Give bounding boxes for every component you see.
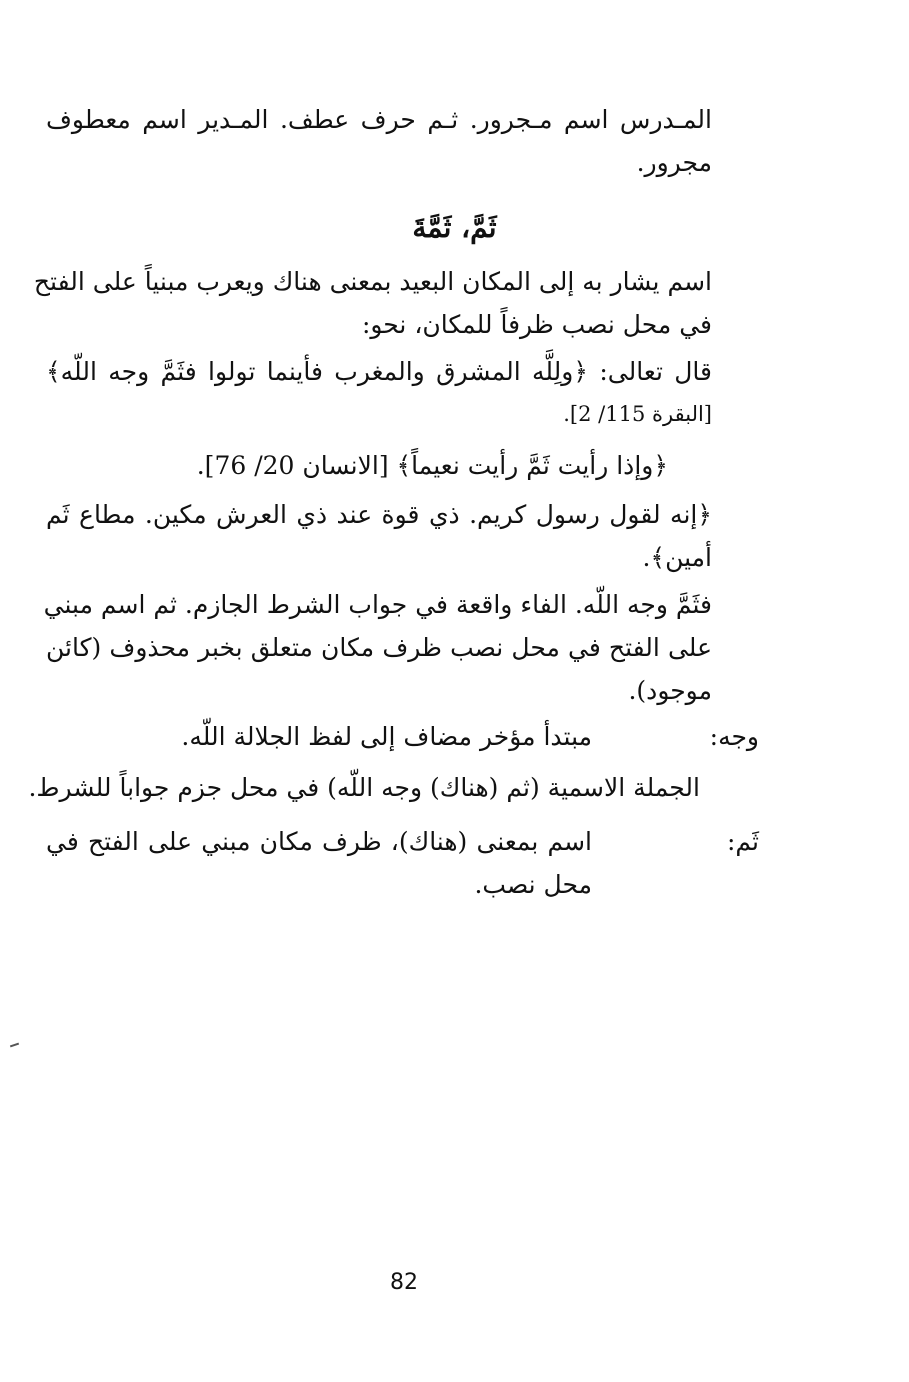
text-line: أمين﴾. (642, 543, 712, 572)
text-line: موجود). (628, 676, 712, 705)
text-line: قال تعالى: ﴿ولِلَّه المشرق والمغرب فأينما تولوا فثَمَّ وجه اللّه﴾ (46, 357, 712, 386)
top-paragraph (46, 98, 712, 184)
definition-paragraph (33, 260, 712, 346)
text-line: المـدرس اسم مـجرور. ثـم حرف عطف. المـدير اسم معطوف (46, 105, 712, 134)
scan-mark (10, 1043, 19, 1048)
quran-quote-1 (46, 350, 712, 436)
sentence-note (28, 766, 700, 809)
text-line: اسم بمعنى (هناك)، ظرف مكان مبني على الفتح في (46, 827, 592, 856)
analysis-paragraph (43, 583, 712, 712)
text-line: ﴿وإذا رأيت ثَمَّ رأيت نعيماً﴾ [الانسان 20/ 76]. (196, 451, 668, 480)
section-heading: ثَمَّ، ثَمَّةَ (412, 211, 497, 244)
text-line: فثَمَّ وجه اللّه. الفاء واقعة في جواب الشرط الجازم. ثم اسم مبني (43, 590, 712, 619)
text-line: في محل نصب ظرفاً للمكان، نحو: (361, 310, 712, 339)
citation-line: [البقرة 115/ 2]. (563, 402, 712, 426)
quran-quote-2 (46, 444, 668, 487)
page-number: 82 (390, 1270, 418, 1295)
text-line: مبتدأ مؤخر مضاف إلى لفظ الجلالة اللّه. (181, 722, 592, 751)
analysis-text-thamma (46, 820, 592, 906)
text-line: محل نصب. (474, 870, 592, 899)
text-line: مجرور. (636, 148, 712, 177)
text-line: اسم يشار به إلى المكان البعيد بمعنى هناك ويعرب مبنياً على الفتح (33, 267, 712, 296)
text-line: ﴿إنه لقول رسول كريم. ذي قوة عند ذي العرش مكين. مطاع ثَم (46, 500, 712, 529)
text-line: الجملة الاسمية (ثم (هناك) وجه اللّه) في محل جزم جواباً للشرط. (28, 773, 700, 802)
analysis-label-wajh: وجه: (709, 722, 759, 751)
analysis-label-thamma: ثَم: (726, 827, 759, 856)
analysis-text-wajh (150, 715, 592, 758)
quran-quote-3 (46, 493, 712, 579)
text-line: على الفتح في محل نصب ظرف مكان متعلق بخبر محذوف (كائن (46, 633, 712, 662)
